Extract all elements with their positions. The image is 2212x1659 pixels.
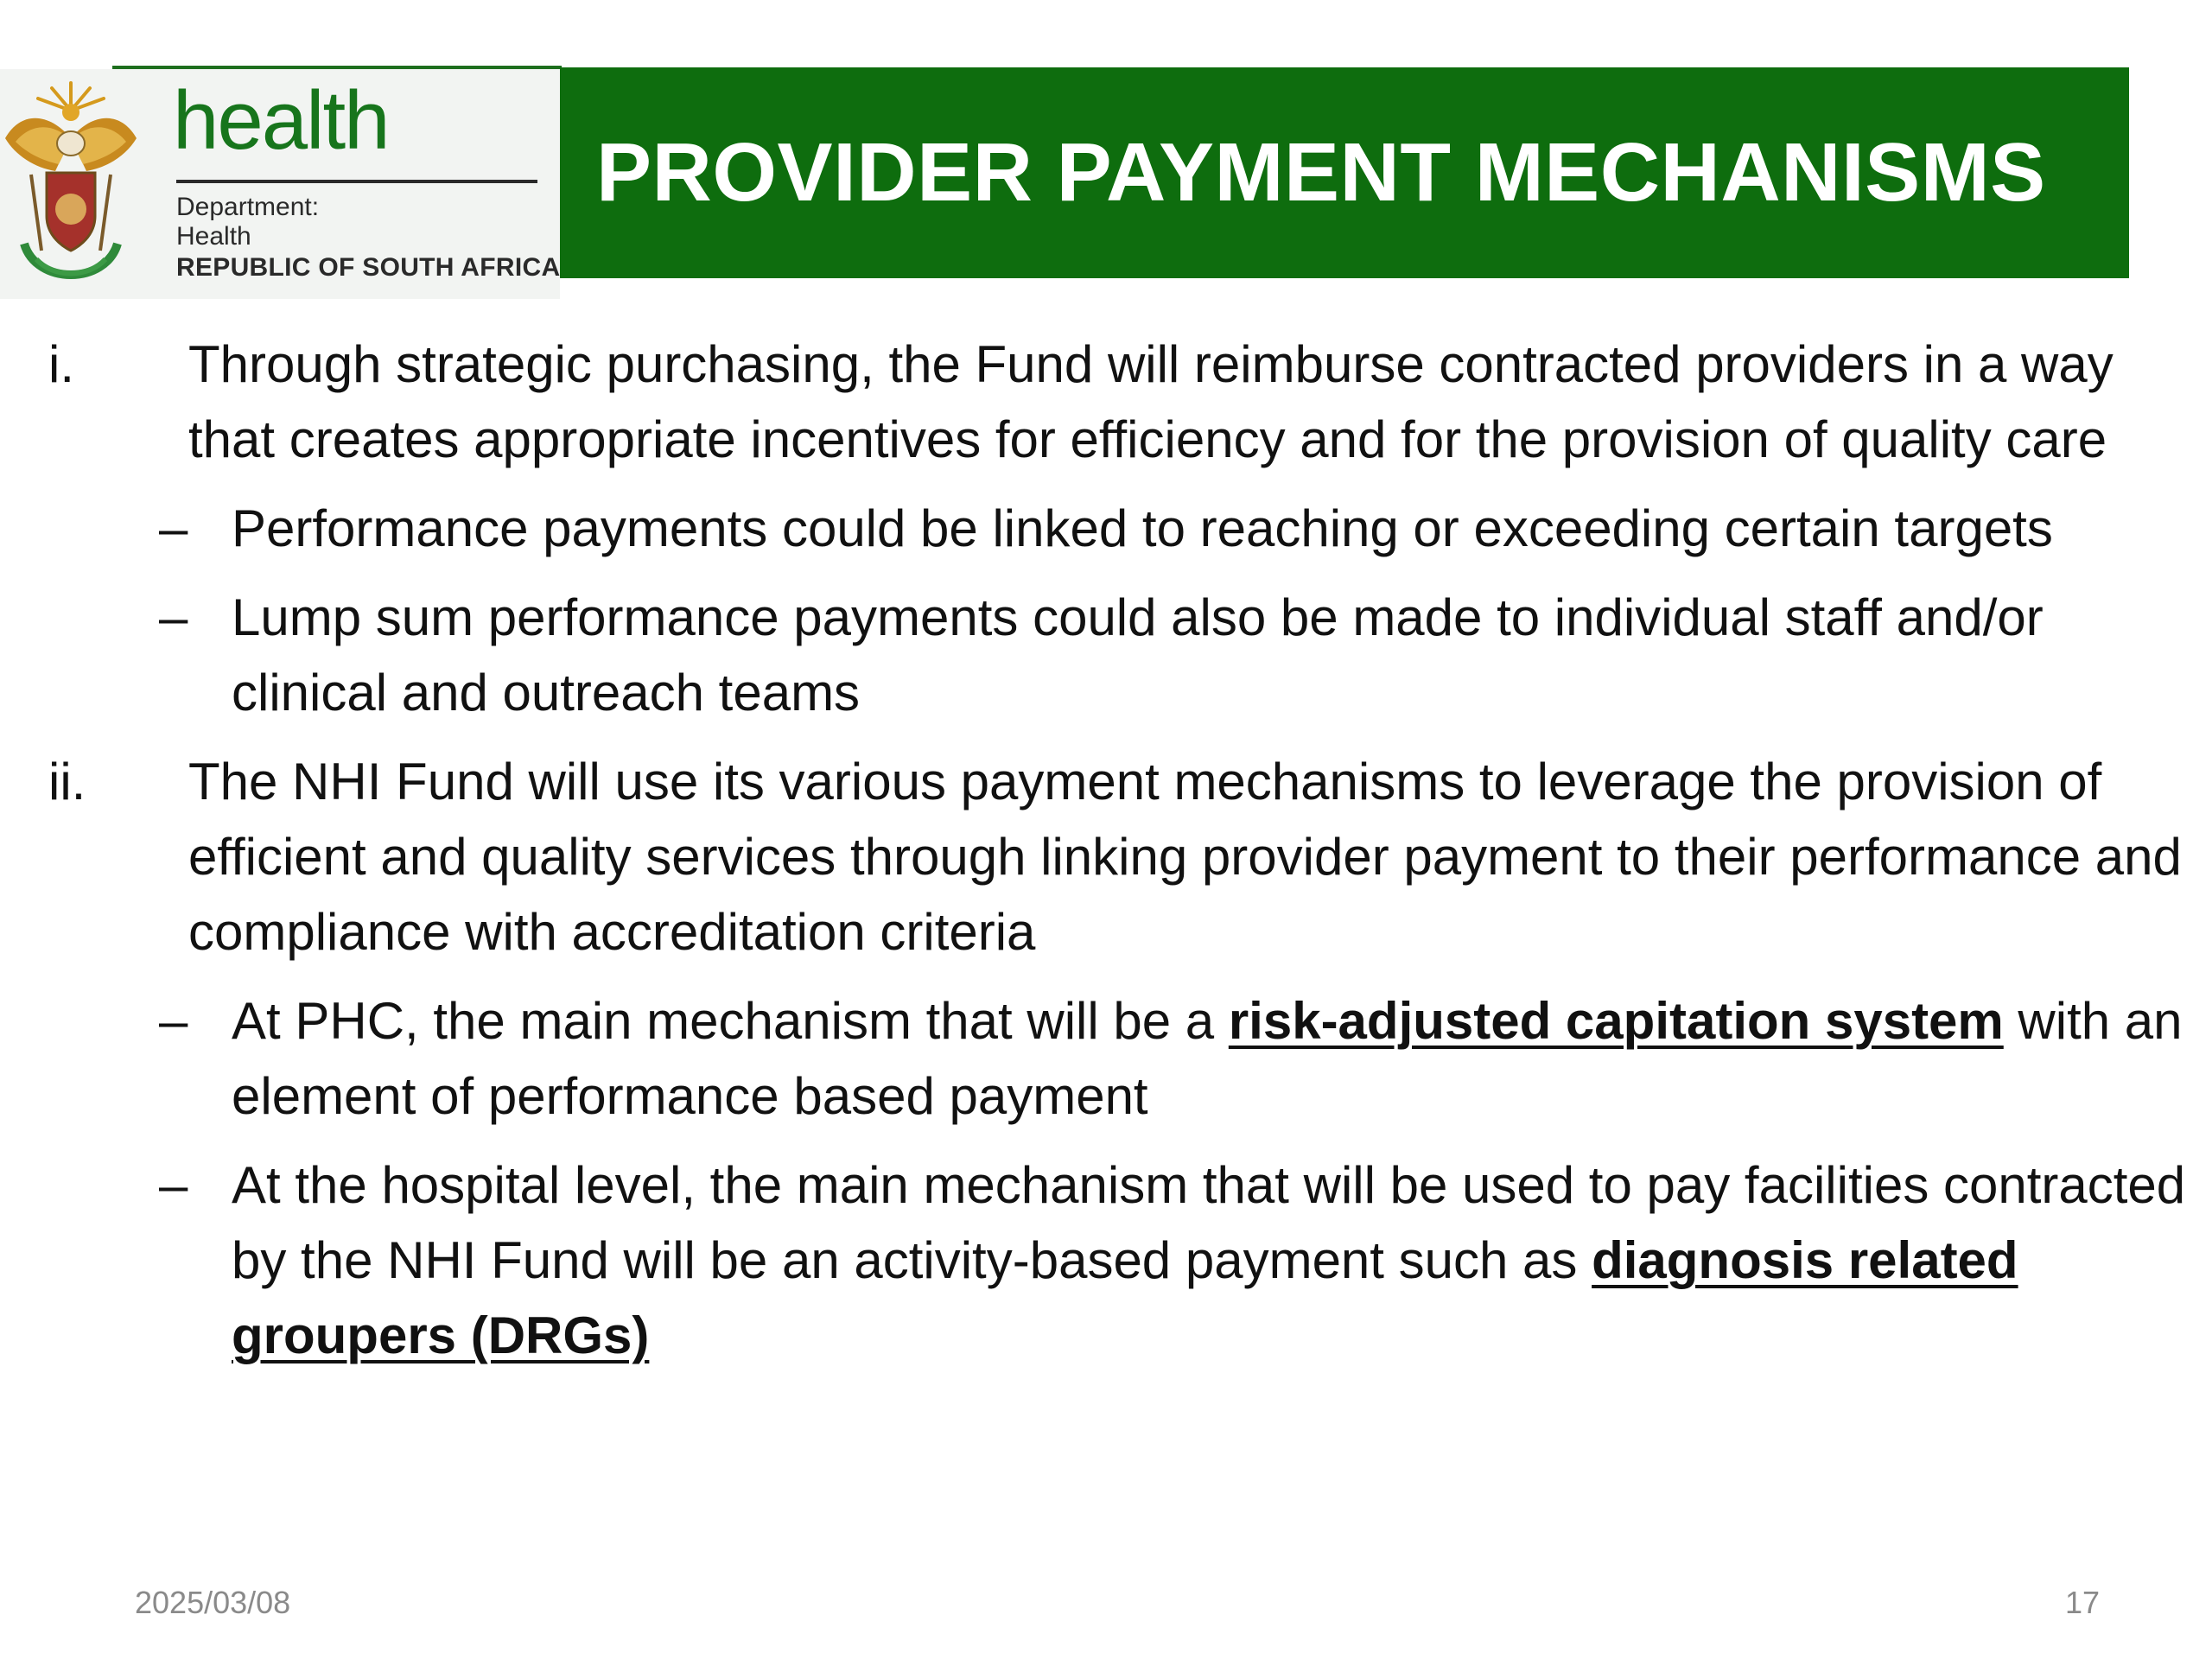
bullet-item: [0, 327, 2212, 477]
sub-bullet-item: [0, 580, 2212, 730]
logo-wordmark: health: [173, 74, 389, 167]
bullet-text-after: with an element of performance based payment: [232, 992, 2183, 1125]
department-name: Health: [176, 222, 251, 251]
emphasis-text: risk-adjusted capitation system: [1228, 992, 2004, 1050]
bullet-text: The NHI Fund will use its various payment mechanisms to leverage the provision of efficient and quality services through linking provider payment to their performance and compliance with accreditation criteria: [188, 753, 2182, 961]
bullet-text: Through strategic purchasing, the Fund will reimburse contracted providers in a way that creates appropriate incentives for efficiency and for the provision of quality care: [188, 335, 2113, 468]
slide-title: PROVIDER PAYMENT MECHANISMS: [596, 126, 2046, 219]
bullet-marker: ii.: [48, 753, 86, 810]
bullet-marker: –: [159, 499, 188, 557]
page-number: 17: [2065, 1585, 2101, 1620]
bullet-marker: i.: [48, 335, 74, 393]
emphasis-text: diagnosis related groupers (DRGs): [232, 1231, 2018, 1364]
sub-bullet-item: [0, 983, 2212, 1134]
bullet-marker: –: [159, 992, 188, 1050]
sub-bullet-item: [0, 1147, 2212, 1373]
bullet-text-before: At PHC, the main mechanism that will be a: [232, 992, 1229, 1050]
sub-bullet-item: [0, 491, 2212, 566]
bullet-marker: –: [159, 1156, 188, 1214]
logo-divider: [176, 180, 537, 183]
bullet-text-before: At the hospital level, the main mechanism that will be used to pay facilities contracted by the NHI Fund will be an activity-based payment such as: [232, 1156, 2186, 1289]
bullet-marker: –: [159, 588, 188, 646]
bullet-list: [0, 327, 2212, 1373]
footer-date: 2025/03/08: [135, 1585, 291, 1620]
bullet-item: [0, 744, 2212, 969]
bullet-text: Lump sum performance payments could also be made to individual staff and/or clinical and outreach teams: [232, 588, 2044, 721]
country-name: REPUBLIC OF SOUTH AFRICA: [176, 253, 561, 282]
department-label: Department:: [176, 193, 320, 221]
coat-of-arms-icon: [2, 78, 140, 294]
logo-top-line: [112, 66, 562, 69]
bullet-text: Performance payments could be linked to reaching or exceeding certain targets: [232, 499, 2053, 557]
title-bar: [560, 67, 2129, 278]
